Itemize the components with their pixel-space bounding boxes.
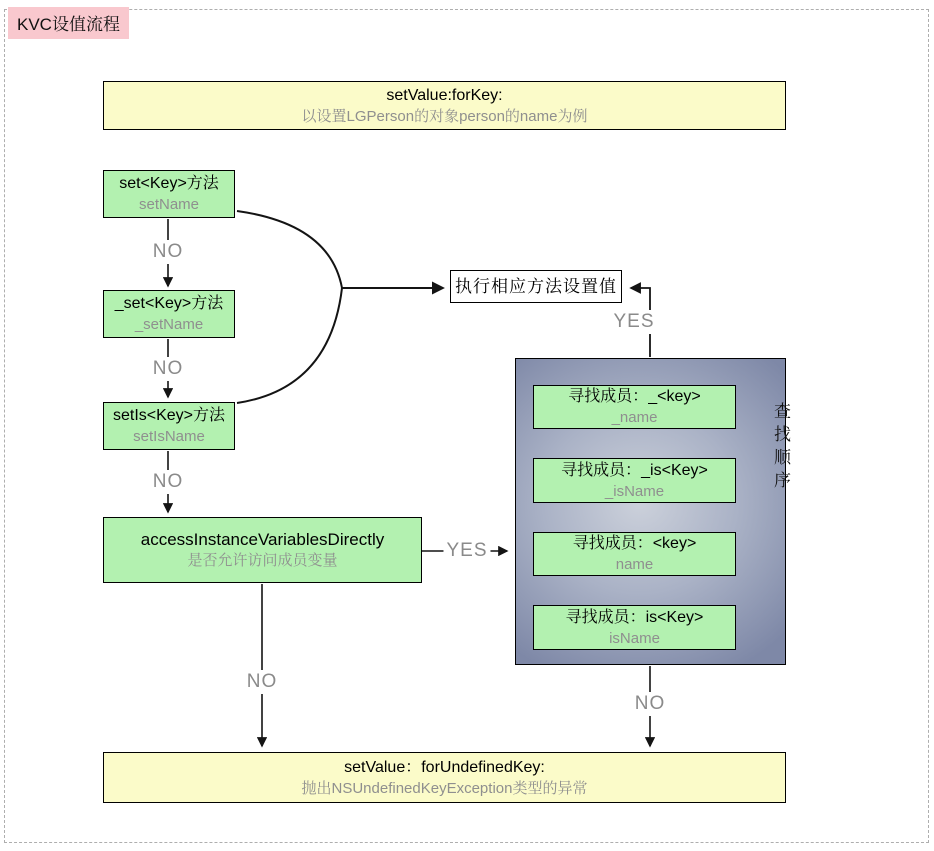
node-subtitle: isName — [609, 629, 660, 647]
node-title: 执行相应方法设置值 — [455, 277, 617, 296]
node-search-key — [533, 532, 736, 576]
node-setis-key-method — [103, 402, 235, 450]
node-search-underscore-key — [533, 385, 736, 429]
note-subtitle: 以设置LGPerson的对象person的name为例 — [301, 107, 588, 125]
note-setvalue-forundefinedkey — [103, 752, 786, 803]
node-title: accessInstanceVariablesDirectly — [140, 530, 385, 549]
page-title: KVC设值流程 — [8, 7, 129, 39]
node-subtitle: 是否允许访问成员变量 — [187, 552, 338, 569]
node-title: set<Key>方法 — [119, 175, 219, 192]
node-set-key-method — [103, 170, 235, 218]
node-search-underscore-is-key — [533, 458, 736, 503]
note-subtitle: 抛出NSUndefinedKeyException类型的异常 — [301, 779, 588, 797]
note-title: setValue：forUndefinedKey: — [344, 758, 545, 776]
node-subtitle: setIsName — [133, 428, 205, 445]
node-execute-setter — [450, 270, 622, 303]
edge-label-yes: YES — [443, 539, 490, 563]
edge-curve-set-found — [237, 211, 342, 288]
edge-label-no: NO — [632, 692, 669, 716]
node-underscore-set-key-method — [103, 290, 235, 338]
node-title: 寻找成员：_<key> — [568, 388, 701, 405]
node-search-is-key — [533, 605, 736, 650]
search-order-label: 查找顺序 — [771, 402, 790, 494]
node-access-instance-variables — [103, 517, 422, 583]
edge-label-no: NO — [150, 240, 187, 264]
node-subtitle: _setName — [134, 316, 204, 333]
node-subtitle: _name — [611, 409, 658, 426]
node-subtitle: name — [615, 556, 654, 573]
note-title: setValue:forKey: — [386, 86, 503, 104]
edge-label-yes: YES — [610, 310, 657, 334]
node-title: 寻找成员：is<Key> — [565, 608, 704, 626]
note-setvalue-forkey — [103, 81, 786, 130]
edge-label-no: NO — [150, 470, 187, 494]
edge-label-no: NO — [244, 670, 281, 694]
node-title: 寻找成员：<key> — [572, 535, 697, 552]
node-title: setIs<Key>方法 — [112, 407, 226, 424]
edge-curve-setis-found — [237, 288, 342, 403]
node-title: _set<Key>方法 — [114, 295, 224, 312]
node-subtitle: setName — [138, 196, 200, 213]
edge-label-no: NO — [150, 357, 187, 381]
node-title: 寻找成员：_is<Key> — [561, 461, 708, 479]
node-subtitle: _isName — [604, 482, 665, 500]
